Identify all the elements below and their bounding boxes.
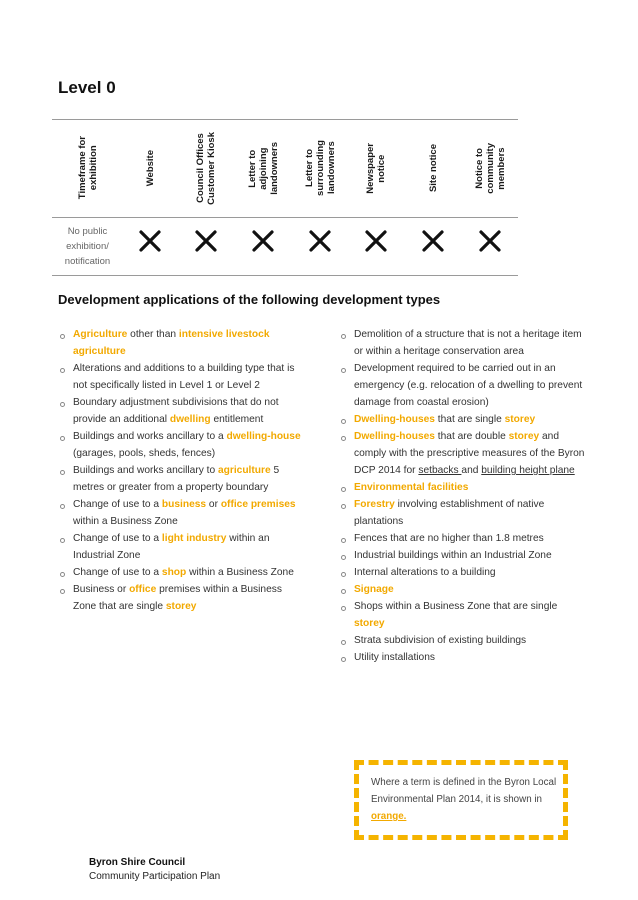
- list-item-text: premises within a Business Zone that are single: [73, 584, 282, 612]
- list-item-text: Change of use to a: [73, 499, 162, 510]
- header-site-notice: [407, 120, 459, 216]
- defined-term: storey: [504, 414, 536, 425]
- list-item: [59, 394, 305, 428]
- list-item-text: Demolition of a structure that is not a heritage item or within a heritage conservation area: [354, 329, 582, 357]
- defined-term: office: [129, 584, 157, 595]
- list-item-text: that are single: [434, 414, 505, 425]
- list-item-text: involving establishment of native plantations: [354, 499, 545, 527]
- definition-note-text: [371, 774, 557, 825]
- list-item-text: entitlement: [210, 414, 264, 425]
- list-item: [340, 411, 585, 428]
- list-item-text: Business or: [73, 584, 130, 595]
- list-item: [340, 581, 585, 598]
- underlined-term: setbacks: [418, 465, 462, 476]
- defined-term: dwelling-house: [226, 431, 301, 442]
- list-item: [59, 326, 305, 360]
- list-item-text: Fences that are no higher than 1.8 metres: [354, 533, 544, 544]
- list-item-text: within an Industrial Zone: [73, 533, 270, 561]
- list-item: [59, 360, 305, 394]
- list-item-text: Alterations and additions to a building type that is not specifically listed in Level 1 or Level 2: [73, 363, 295, 391]
- list-item: [340, 496, 585, 530]
- defined-term: Environmental facilities: [354, 482, 469, 493]
- list-item-text: Strata subdivision of existing buildings: [354, 635, 527, 646]
- header-timeframe-label: Timeframe for exhibition: [77, 136, 99, 200]
- list-item: [340, 649, 585, 666]
- section-heading: Development applications of the following development types: [58, 292, 441, 307]
- header-newspaper-notice-label: Newspaper notice: [365, 142, 387, 194]
- list-item-text: Industrial buildings within an Industrial Zone: [354, 550, 552, 561]
- list-item-text: and comply with the prescriptive measures of the Byron DCP 2014 for: [354, 431, 585, 476]
- list-item-text: Development required to be carried out in an emergency (e.g. relocation of a dwelling to prevent damage from coastal erosion): [354, 363, 583, 408]
- defined-term: Dwelling-houses: [354, 414, 435, 425]
- list-item-text: Buildings and works ancillary to: [73, 465, 218, 476]
- table-bottom-rule: [52, 275, 518, 276]
- list-item-text: Buildings and works ancillary to a: [73, 431, 227, 442]
- cross-icon: [138, 229, 162, 253]
- header-council-offices: [180, 120, 232, 216]
- header-timeframe: [62, 120, 114, 216]
- cross-icon: [308, 229, 332, 253]
- list-item-text: Internal alterations to a building: [354, 567, 496, 578]
- defined-term: dwelling: [169, 414, 211, 425]
- list-item: [340, 547, 585, 564]
- header-surrounding-landowners-label: Letter to surrounding landowners: [303, 140, 337, 196]
- list-item-text: within a Business Zone: [186, 567, 294, 578]
- header-site-notice-label: Site notice: [427, 143, 439, 193]
- list-item: [340, 479, 585, 496]
- footer-organisation: Byron Shire Council: [89, 857, 186, 868]
- list-item: [340, 564, 585, 581]
- list-item-text: Utility installations: [354, 652, 435, 663]
- list-item-text: (garages, pools, sheds, fences): [73, 448, 216, 459]
- list-item: [59, 530, 305, 564]
- list-item-text: 5 metres or greater from a property boundary: [73, 465, 280, 493]
- defined-term: Agriculture: [73, 329, 128, 340]
- row-label-no-exhibition: No public exhibition/ notification: [64, 226, 111, 267]
- cross-icon: [194, 229, 218, 253]
- definition-note-box: [354, 760, 568, 840]
- list-item: [59, 581, 305, 615]
- list-item: [340, 598, 585, 632]
- list-item-text: that are double: [434, 431, 509, 442]
- list-item-text: Change of use to a: [73, 567, 162, 578]
- defined-term: storey: [354, 618, 385, 629]
- header-adjoining-landowners: [237, 120, 289, 216]
- header-newspaper-notice: [350, 120, 402, 216]
- defined-term: business: [161, 499, 207, 510]
- header-notice-community-label: Notice to community members: [473, 142, 507, 194]
- right-development-list: [340, 326, 585, 666]
- table-header-rule: [52, 217, 518, 218]
- list-item: [340, 360, 585, 411]
- list-item: [340, 530, 585, 547]
- list-item: [59, 564, 305, 581]
- list-item: [340, 326, 585, 360]
- list-item: [59, 496, 305, 530]
- list-item-text: Shops within a Business Zone that are single: [354, 601, 558, 612]
- level-title: Level 0: [58, 78, 116, 97]
- defined-term: storey: [165, 601, 197, 612]
- defined-term: Dwelling-houses: [354, 431, 435, 442]
- list-item-text: Change of use to a: [73, 533, 162, 544]
- list-item: [59, 428, 305, 462]
- header-notice-community: [464, 120, 516, 216]
- cross-icon: [251, 229, 275, 253]
- note-highlight: orange.: [371, 811, 407, 822]
- list-item: [340, 428, 585, 479]
- header-surrounding-landowners: [294, 120, 346, 216]
- list-item-text: and: [461, 465, 482, 476]
- defined-term: storey: [508, 431, 540, 442]
- defined-term: Forestry: [354, 499, 395, 510]
- defined-term: Signage: [354, 584, 394, 595]
- footer-document-title: Community Participation Plan: [89, 871, 221, 882]
- defined-term: agriculture: [217, 465, 271, 476]
- header-adjoining-landowners-label: Letter to adjoining landowners: [246, 141, 280, 195]
- cross-icon: [364, 229, 388, 253]
- underlined-term: building height plane: [481, 465, 575, 476]
- cross-icon: [478, 229, 502, 253]
- defined-term: office premises: [220, 499, 296, 510]
- list-item: [59, 462, 305, 496]
- list-item-text: or: [206, 499, 221, 510]
- list-item-text: Boundary adjustment subdivisions that do not provide an additional: [73, 397, 279, 425]
- note-body: Where a term is defined in the Byron Local Environmental Plan 2014, it is shown in: [371, 777, 557, 805]
- defined-term: shop: [161, 567, 187, 578]
- list-item: [340, 632, 585, 649]
- list-item-text: within a Business Zone: [73, 516, 178, 527]
- list-item-text: other than: [127, 329, 179, 340]
- cross-icon: [421, 229, 445, 253]
- header-website: [124, 120, 176, 216]
- header-council-offices-label: Council Offices Customer Kiosk: [195, 131, 217, 205]
- defined-term: intensive livestock agriculture: [73, 329, 270, 357]
- header-website-label: Website: [144, 149, 156, 187]
- left-development-list: [59, 326, 305, 615]
- defined-term: light industry: [161, 533, 227, 544]
